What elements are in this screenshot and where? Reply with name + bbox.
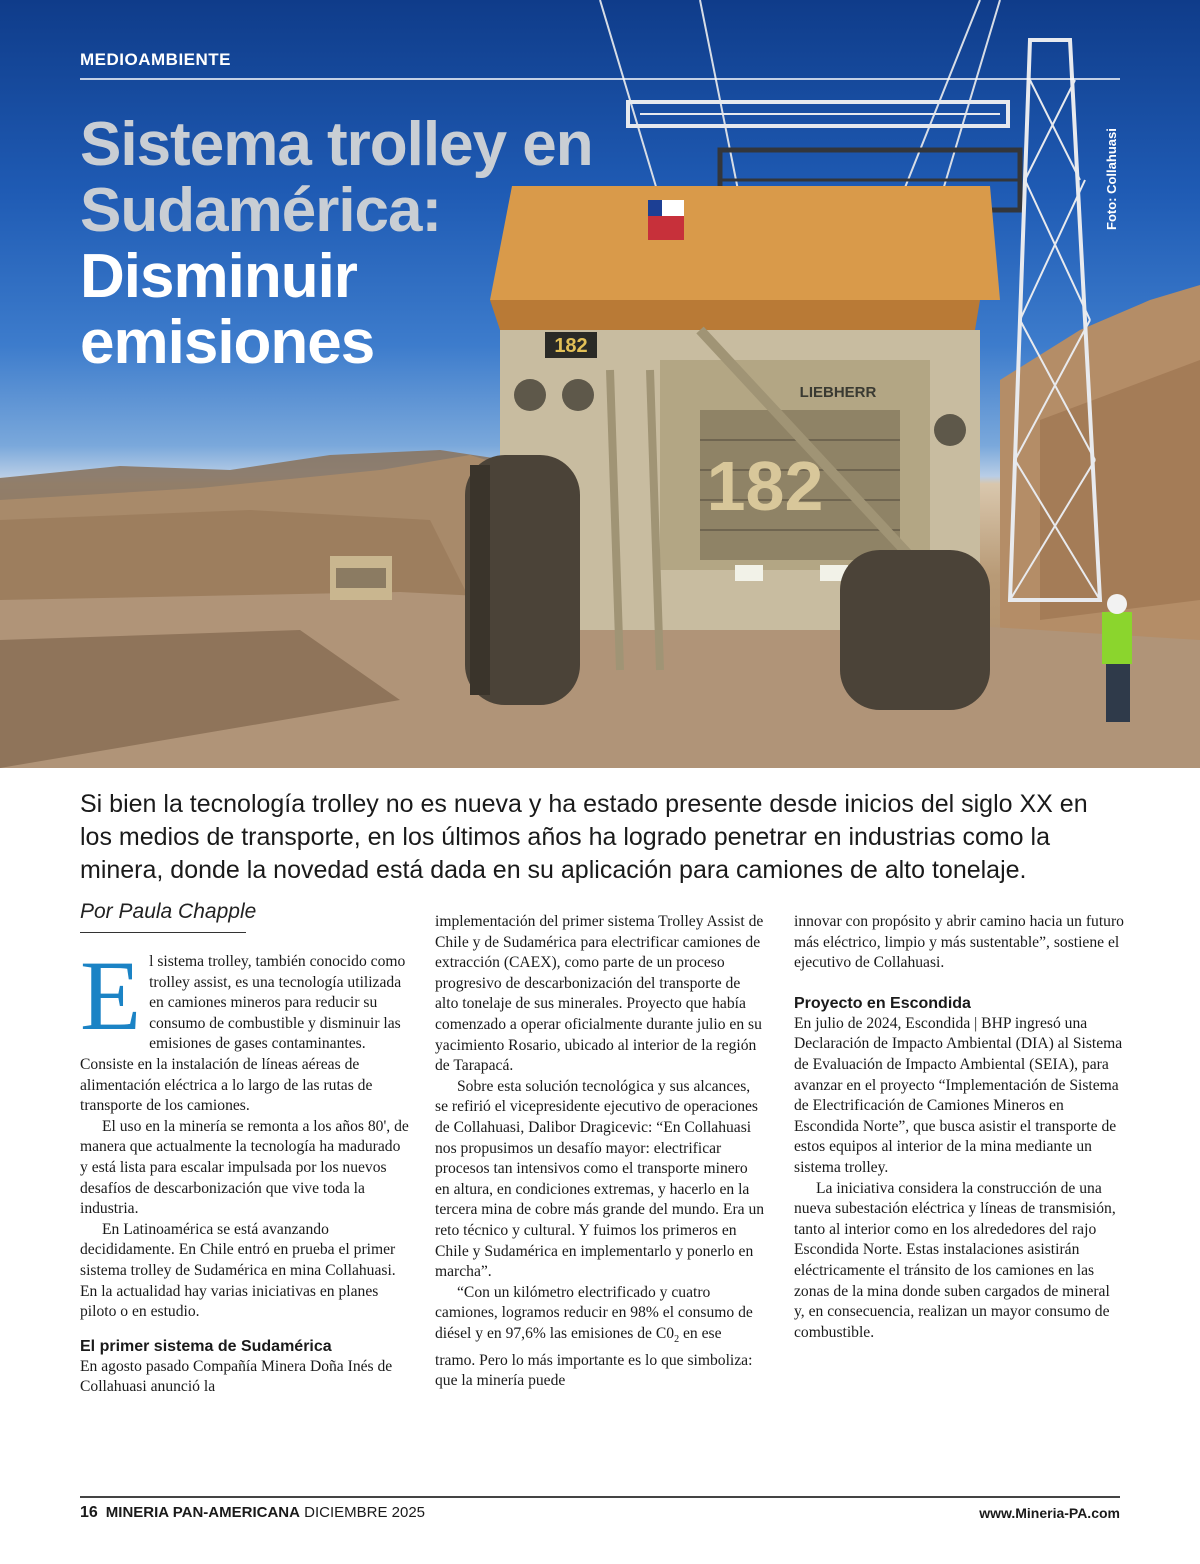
photo-credit: Foto: Collahuasi <box>1104 128 1119 230</box>
magazine-name: MINERIA PAN-AMERICANA <box>105 1504 300 1521</box>
lead-paragraph: Si bien la tecnología trolley no es nueva y ha estado presente desde inicios del siglo XX en los medios de transporte, en los últimos años ha logrado penetrar en industrias como la minera, donde la novedad está dada en su aplicación para camiones de alto tonelaje. <box>80 790 1088 884</box>
paragraph: La iniciativa considera la construcción de una nueva subestación eléctrica y líneas de transmisión, tanto al interior como en los alrededores del rajo Escondida Norte. Estas instalaciones asistirán eléctricamente el tránsito de los camiones en las zonas de la mina donde suben cargados de mineral y, en consecuencia, realizan un mayor consumo de combustible. <box>794 1179 1116 1341</box>
section-tag: MEDIOAMBIENTE <box>80 50 231 69</box>
footer-left <box>80 1504 425 1522</box>
page-number: 16 <box>80 1504 98 1521</box>
paragraph: En agosto pasado Compañía Minera Doña Inés de Collahuasi anunció la <box>80 1357 393 1396</box>
hero-photo <box>0 0 1200 768</box>
paragraph: innovar con propósito y abrir camino hacia un futuro más eléctrico, limpio y más sustentable”, sostiene el ejecutivo de Collahuasi. <box>794 913 1124 972</box>
paragraph: El uso en la minería se remonta a los años 80', de manera que actualmente la tecnología ha madurado y está lista para escalar impulsada por los nuevos desafíos de descarbonización que vive toda la industria. <box>80 1117 409 1218</box>
section-rule <box>80 78 1120 80</box>
truck-brand: LIEBHERR <box>799 384 877 401</box>
paragraph-text: en ese tramo. Pero lo más importante es lo que simboliza: que la minería puede <box>435 1324 753 1390</box>
paragraph-text: l sistema trolley, también conocido como trolley assist, es una tecnología utilizada en camiones mineros para reducir su consumo de combustible y disminuir las emisiones de gases contaminantes. Consiste en la instalación de líneas aéreas de alimentación eléctrica a lo largo de las rutas de transporte de los camiones. <box>80 953 406 1115</box>
issue-date: DICIEMBRE 2025 <box>304 1504 426 1521</box>
article-column-2 <box>435 912 765 1392</box>
byline-rule <box>80 932 246 933</box>
paragraph: Sobre esta solución tecnológica y sus alcances, se refirió el vicepresidente ejecutivo de operaciones de Collahuasi, Dalibor Dragicevic: “En Collahuasi nos propusimos un desafío mayor: electrificar procesos tan intensivos como el transporte minero en altura, en condiciones extremas, y hacerlo en la tercera mina de cobre más grande del mundo. Era un reto técnico y cultural. Y fuimos los primeros en Chile y Sudamérica en implementarlo y ponerlo en marcha”. <box>435 1077 765 1281</box>
truck-number-top: 182 <box>554 335 588 357</box>
paragraph: implementación del primer sistema Trolley Assist de Chile y de Sudamérica para electrificar camiones de extracción (CAEX), como parte de un proceso progresivo de descarbonización del transporte de alto tonelaje de sus minerales. Proyecto que había comenzado a operar oficialmente durante julio en su yacimiento Rosario, ubicado al interior de la región de Tarapacá. <box>435 913 764 1075</box>
headline-line1: Sistema trolley en Sudamérica: <box>80 110 593 245</box>
truck-number-grille: 182 <box>706 447 824 525</box>
subheading: El primer sistema de Sudamérica <box>80 1337 332 1355</box>
paragraph-text: “Con un kilómetro electrificado y cuatro camiones, logramos reducir en 98% el consumo de diésel y en 97,6% las emisiones de C0 <box>435 1283 753 1342</box>
headline <box>80 112 600 376</box>
article-column-3 <box>794 912 1124 1343</box>
byline: Por Paula Chapple <box>80 900 257 923</box>
website-link[interactable]: www.Mineria-PA.com <box>979 1505 1120 1521</box>
drop-cap: E <box>80 940 142 1051</box>
paragraph <box>435 1283 765 1392</box>
paragraph: En julio de 2024, Escondida | BHP ingresó una Declaración de Impacto Ambiental (DIA) al Sistema de Evaluación de Impacto Ambiental (SEIA), para avanzar en el proyecto “Implementación de Sistema de Electrificación de Camiones Mineros en Escondida Norte”, que busca asistir el transporte de estos equipos al interior de la mina mediante un sistema trolley. <box>794 1014 1123 1176</box>
paragraph: En Latinoamérica se está avanzando decididamente. En Chile entró en prueba el primer sistema trolley de Sudamérica en mina Collahuasi. En la actualidad hay varias iniciativas en planes piloto o en estudio. <box>80 1220 396 1321</box>
subscript: 2 <box>674 1333 680 1345</box>
headline-line2: Disminuir emisiones <box>80 242 375 377</box>
footer-rule <box>80 1496 1120 1498</box>
article-column-1 <box>80 940 410 1398</box>
subheading: Proyecto en Escondida <box>794 994 971 1012</box>
paragraph <box>80 940 410 1117</box>
